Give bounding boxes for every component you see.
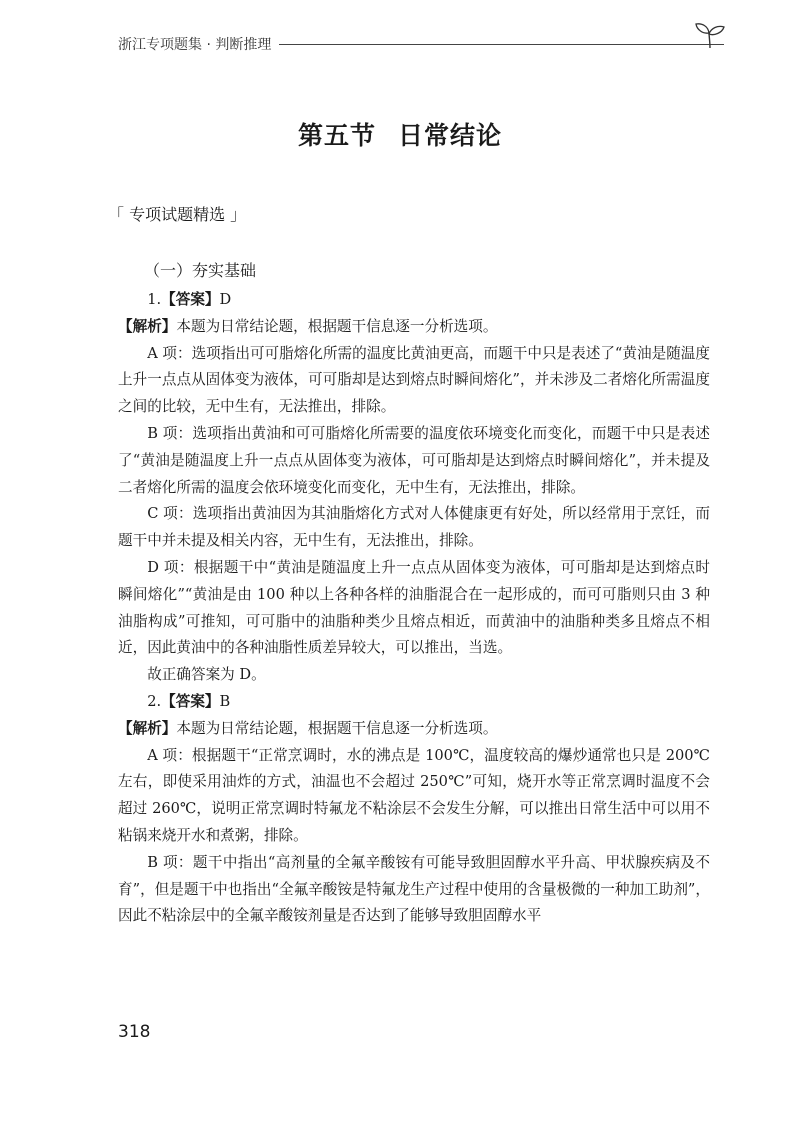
q2-answer: B [219, 692, 231, 710]
q2-option-b: B 项：题干中指出“高剂量的全氟辛酸铵有可能导致胆固醇水平升高、甲状腺疾病及不育”，但是题干中也指出“全氟辛酸铵是特氟龙生产过程中使用的含量极微的一种加工助剂”，因此不粘涂层中的全氟辛酸铵剂量是否达到了能够导致胆固醇水平 [118, 853, 710, 925]
section-number: 第五节 [297, 121, 376, 150]
q1-analysis [118, 314, 710, 341]
subsection-heading: （一）夯实基础 [144, 261, 257, 280]
q1-option-a: A 项：选项指出可可脂熔化所需的温度比黄油更高，而题干中只是表述了“黄油是随温度上升一点点从固体变为液体，可可脂却是达到熔点时瞬间熔化”，并未涉及二者熔化所需温度之间的比较，无中生有，无法推出，排除。 [118, 344, 710, 416]
q1-number: 1. [147, 291, 162, 308]
page-number: 318 [118, 1022, 151, 1042]
q1-option-d: D 项：根据题干中“黄油是随温度上升一点点从固体变为液体，可可脂却是达到熔点时瞬间熔化”“黄油是由 100 种以上各种各样的油脂混合在一起形成的，而可可脂则只由 3 种油脂构成”可推知，可可脂中的油脂种类少且熔点相近，而黄油中的油脂种类多且熔点不相近，因此黄油中的各种油脂性质差异较大，可以推出，当选。 [118, 558, 710, 657]
running-header [118, 34, 724, 54]
q2-analysis [118, 716, 710, 743]
q1-analysis-text: 本题为日常结论题，根据题干信息逐一分析选项。 [176, 317, 498, 335]
section-name: 日常结论 [398, 121, 503, 150]
q1-analysis-tag: 【解析】 [118, 317, 177, 335]
section-title [0, 116, 800, 152]
q1-answer-tag: 【答案】 [161, 291, 220, 308]
sprout-icon [694, 20, 726, 50]
q2-answer-line [118, 689, 710, 716]
q1-answer: D [219, 291, 232, 308]
q1-conclusion: 故正确答案为 D。 [147, 666, 266, 684]
q2-answer-tag: 【答案】 [161, 692, 220, 710]
q2-analysis-text: 本题为日常结论题，根据题干信息逐一分析选项。 [176, 719, 498, 737]
q1-option-c: C 项：选项指出黄油因为其油脂熔化方式对人体健康更有好处，所以经常用于烹饪，而题干中并未提及相关内容，无中生有，无法推出，排除。 [118, 505, 710, 550]
q2-analysis-tag: 【解析】 [118, 719, 177, 737]
q2-option-a: A 项：根据题干“正常烹调时，水的沸点是 100℃，温度较高的爆炒通常也只是 200℃ 左右，即使采用油炸的方式，油温也不会超过 250℃”可知，烧开水等正常烹调时温度不会超过 260℃，说明正常烹调时特氟龙不粘涂层不会发生分解，可以推出日常生活中可以用不粘锅来烧开水和煮粥，排除。 [118, 746, 710, 844]
topic-heading: 「 专项试题精选 」 [108, 205, 247, 224]
header-rule [279, 44, 724, 45]
q1-option-b: B 项：选项指出黄油和可可脂熔化所需要的温度依环境变化而变化，而题干中只是表述了“黄油是随温度上升一点点从固体变为液体，可可脂却是达到熔点时瞬间熔化”，并未提及二者熔化所需的温度会依环境变化而变化，无中生有，无法推出，排除。 [118, 424, 710, 496]
header-title: 浙江专项题集 · 判断推理 [118, 37, 272, 53]
q1-answer-line [118, 287, 710, 314]
content-body [118, 287, 710, 930]
q2-number: 2. [147, 692, 162, 710]
